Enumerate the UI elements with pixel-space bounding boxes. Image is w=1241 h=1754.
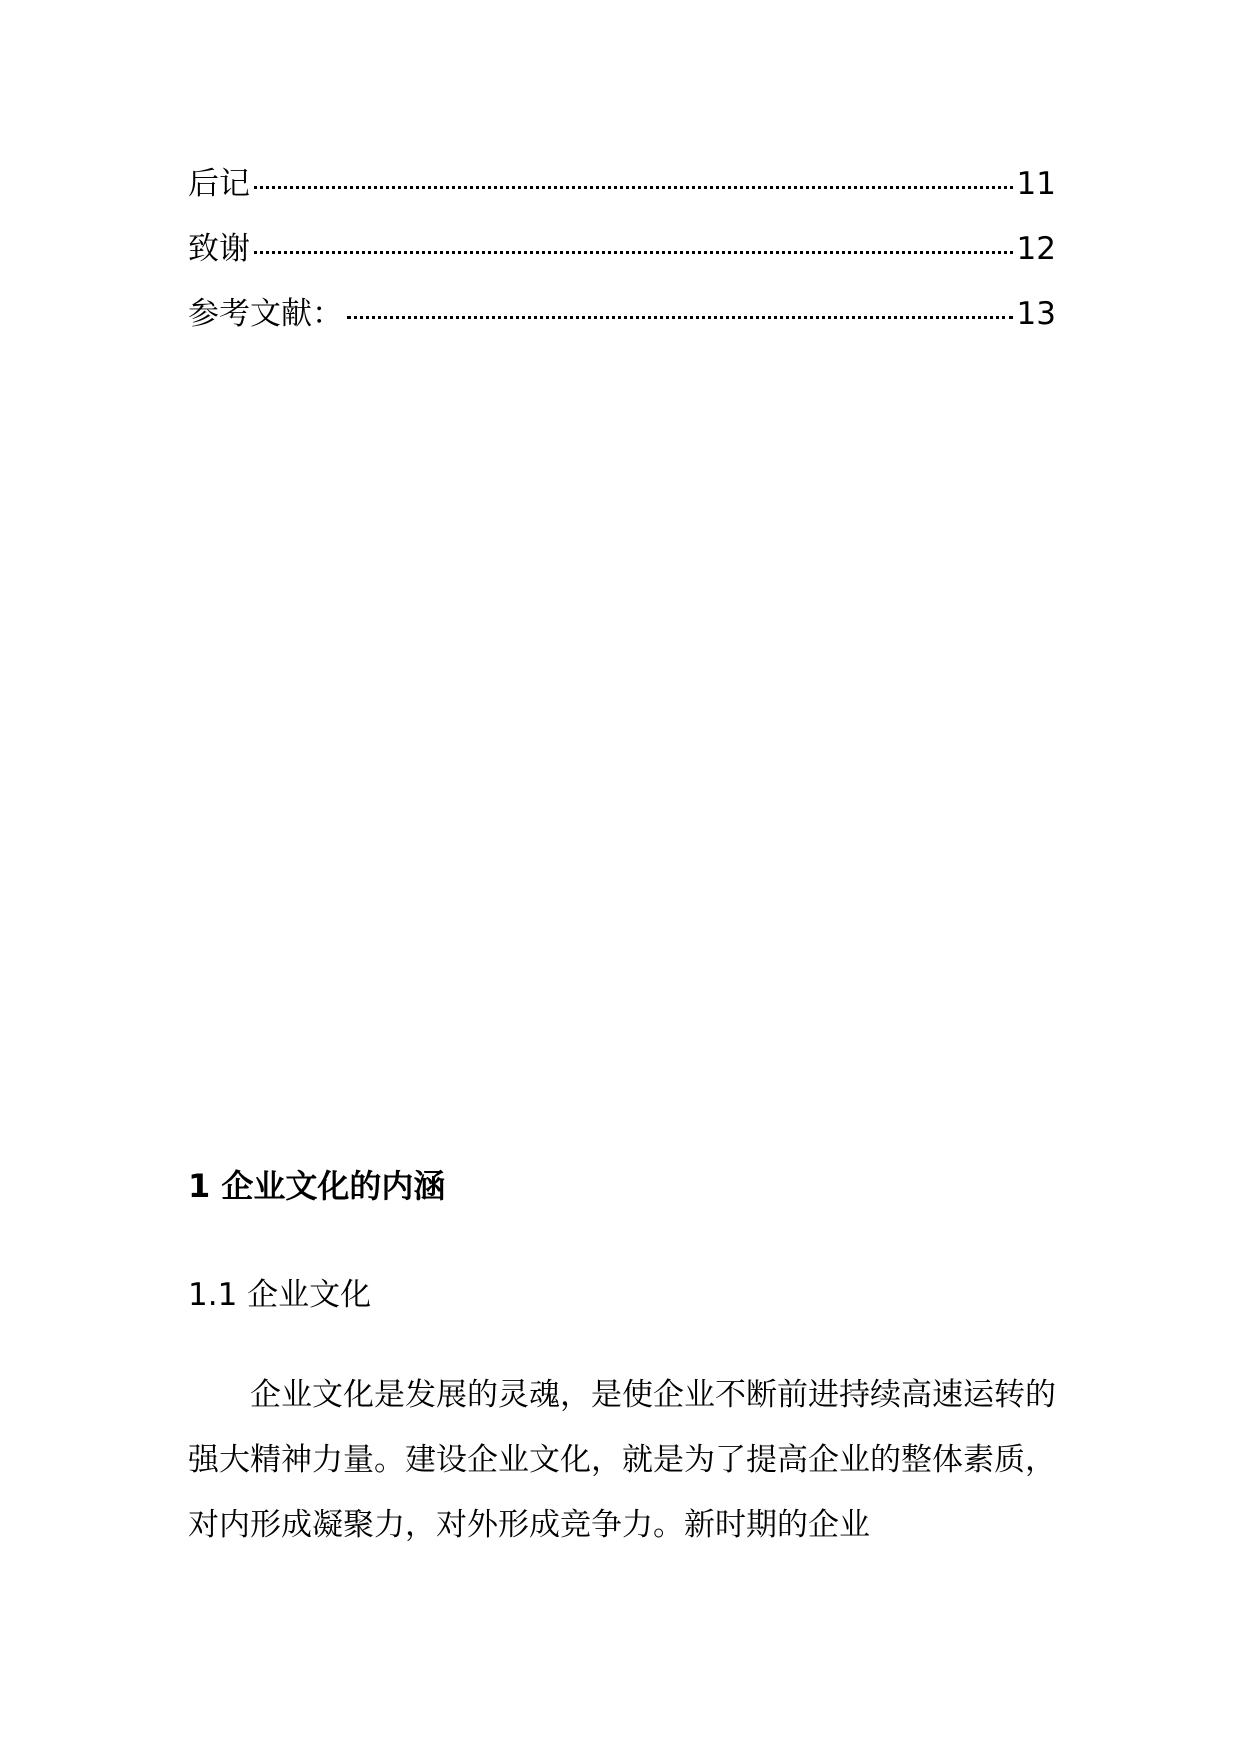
subsection-heading: 1.1 企业文化 [188, 1277, 372, 1313]
toc-entry-page: 13 [1016, 296, 1056, 332]
toc-entry-title: 后记 [188, 166, 250, 202]
toc-entry-afterword[interactable] [188, 162, 1056, 227]
toc-dot-leader [347, 316, 1013, 319]
toc-dot-leader [254, 186, 1013, 189]
toc-entry-title: 致谢 [188, 231, 250, 267]
table-of-contents [188, 162, 1056, 357]
body-paragraph: 企业文化是发展的灵魂，是使企业不断前进持续高速运转的强大精神力量。建设企业文化，就是为了提高企业的整体素质，对内形成凝聚力，对外形成竞争力。新时期的企业 [188, 1377, 1056, 1543]
section-heading: 1 企业文化的内涵 [188, 1167, 446, 1205]
toc-entry-title: 参考文献： [188, 296, 343, 332]
toc-entry-page: 12 [1016, 231, 1056, 267]
toc-entry-page: 11 [1016, 166, 1056, 202]
toc-entry-references[interactable] [188, 292, 1056, 357]
toc-dot-leader [254, 251, 1013, 254]
toc-entry-acknowledgements[interactable] [188, 227, 1056, 292]
